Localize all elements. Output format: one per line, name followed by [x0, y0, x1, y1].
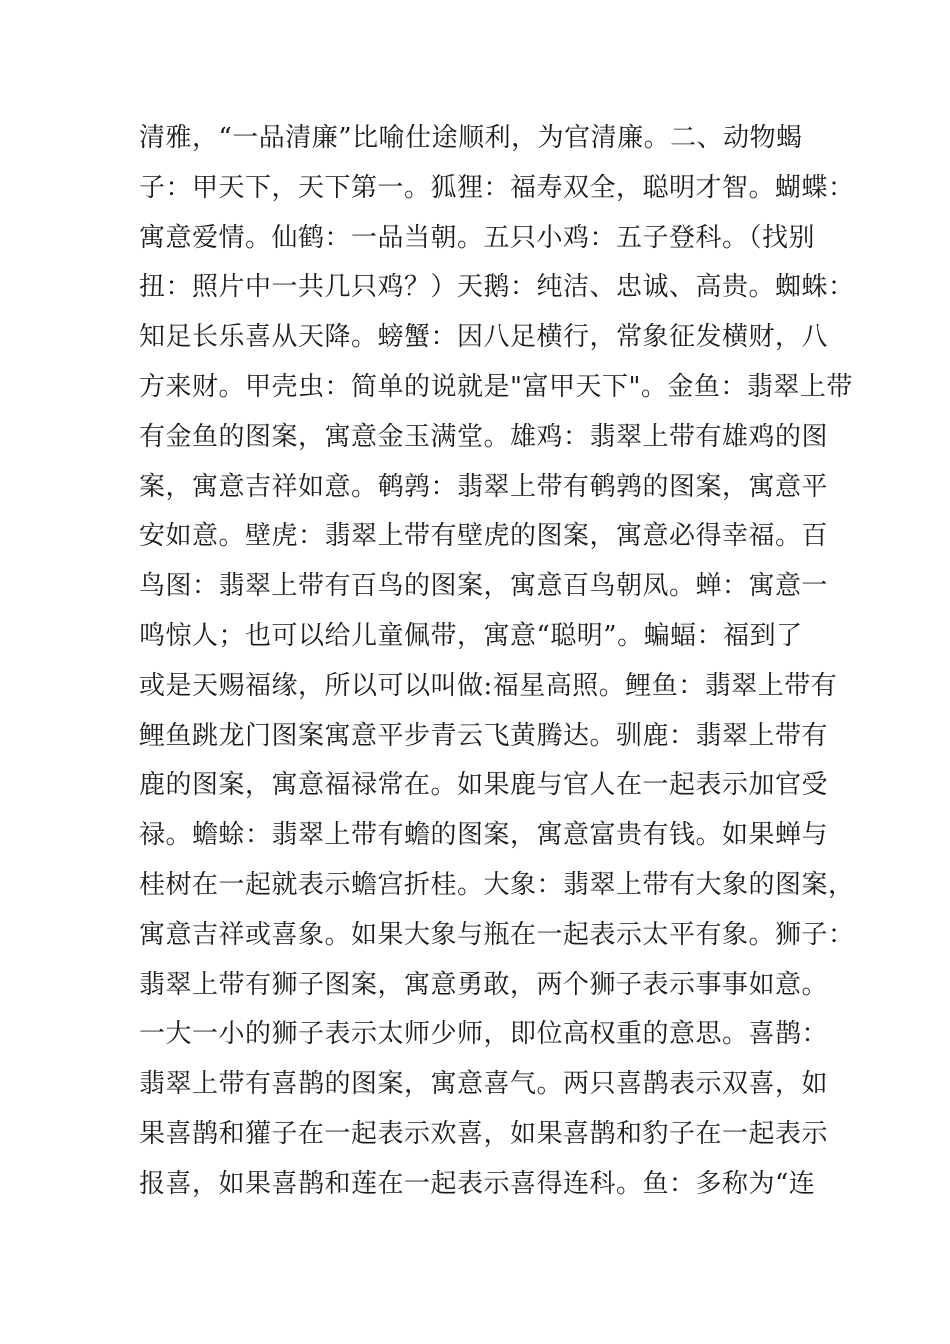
text-line: 鹿的图案，寓意福禄常在。如果鹿与官人在一起表示加官受: [139, 770, 829, 801]
text-line: 果喜鹊和獾子在一起表示欢喜，如果喜鹊和豹子在一起表示: [139, 1118, 829, 1149]
text-line: 清雅，“一品清廉”比喻仕途顺利，为官清廉。二、动物蝎: [139, 123, 803, 153]
text-line: 鲤鱼跳龙门图案寓意平步青云飞黄腾达。驯鹿：翡翠上带有: [139, 720, 829, 751]
text-line: 翡翠上带有狮子图案，寓意勇敢，两个狮子表示事事如意。: [139, 969, 829, 1000]
text-line: 桂树在一起就表示蟾宫折桂。大象：翡翠上带有大象的图案，: [139, 869, 855, 900]
body-text: [139, 114, 855, 1210]
text-line: 子：甲天下，天下第一。狐狸：福寿双全，聪明才智。蝴蝶：: [139, 172, 855, 203]
text-line: 翡翠上带有喜鹊的图案，寓意喜气。两只喜鹊表示双喜，如: [139, 1069, 829, 1100]
text-line: 寓意吉祥或喜象。如果大象与瓶在一起表示太平有象。狮子：: [139, 919, 855, 950]
text-line: 案，寓意吉祥如意。鹌鹑：翡翠上带有鹌鹑的图案，寓意平: [139, 471, 829, 502]
text-line: 报喜，如果喜鹊和莲在一起表示喜得连科。鱼：多称为“连: [139, 1168, 816, 1199]
text-line: 禄。蟾蜍：翡翠上带有蟾的图案，寓意富贵有钱。如果蝉与: [139, 820, 829, 851]
text-line: 或是天赐福缘，所以可以叫做:福星高照。鲤鱼：翡翠上带有: [139, 670, 838, 701]
text-line: 知足长乐喜从天降。螃蟹：因八足横行，常象征发横财，八: [139, 322, 829, 353]
text-line: 扭：照片中一共几只鸡？）天鹅：纯洁、忠诚、高贵。蜘蛛：: [139, 272, 855, 303]
text-line: 鸣惊人；也可以给儿童佩带，寓意“聪明”。蝙蝠：福到了: [139, 620, 803, 651]
text-line: 寓意爱情。仙鹤：一品当朝。五只小鸡：五子登科。（找别: [139, 222, 816, 253]
text-line: 安如意。壁虎：翡翠上带有壁虎的图案，寓意必得幸福。百: [139, 521, 829, 552]
text-line: 有金鱼的图案，寓意金玉满堂。雄鸡：翡翠上带有雄鸡的图: [139, 421, 829, 452]
text-line: 方来财。甲壳虫：简单的说就是"富甲天下"。金鱼：翡翠上带: [139, 371, 853, 402]
text-line: 鸟图：翡翠上带有百鸟的图案，寓意百鸟朝凤。蝉：寓意一: [139, 571, 829, 602]
text-line: 一大一小的狮子表示太师少师，即位高权重的意思。喜鹊：: [139, 1019, 829, 1050]
